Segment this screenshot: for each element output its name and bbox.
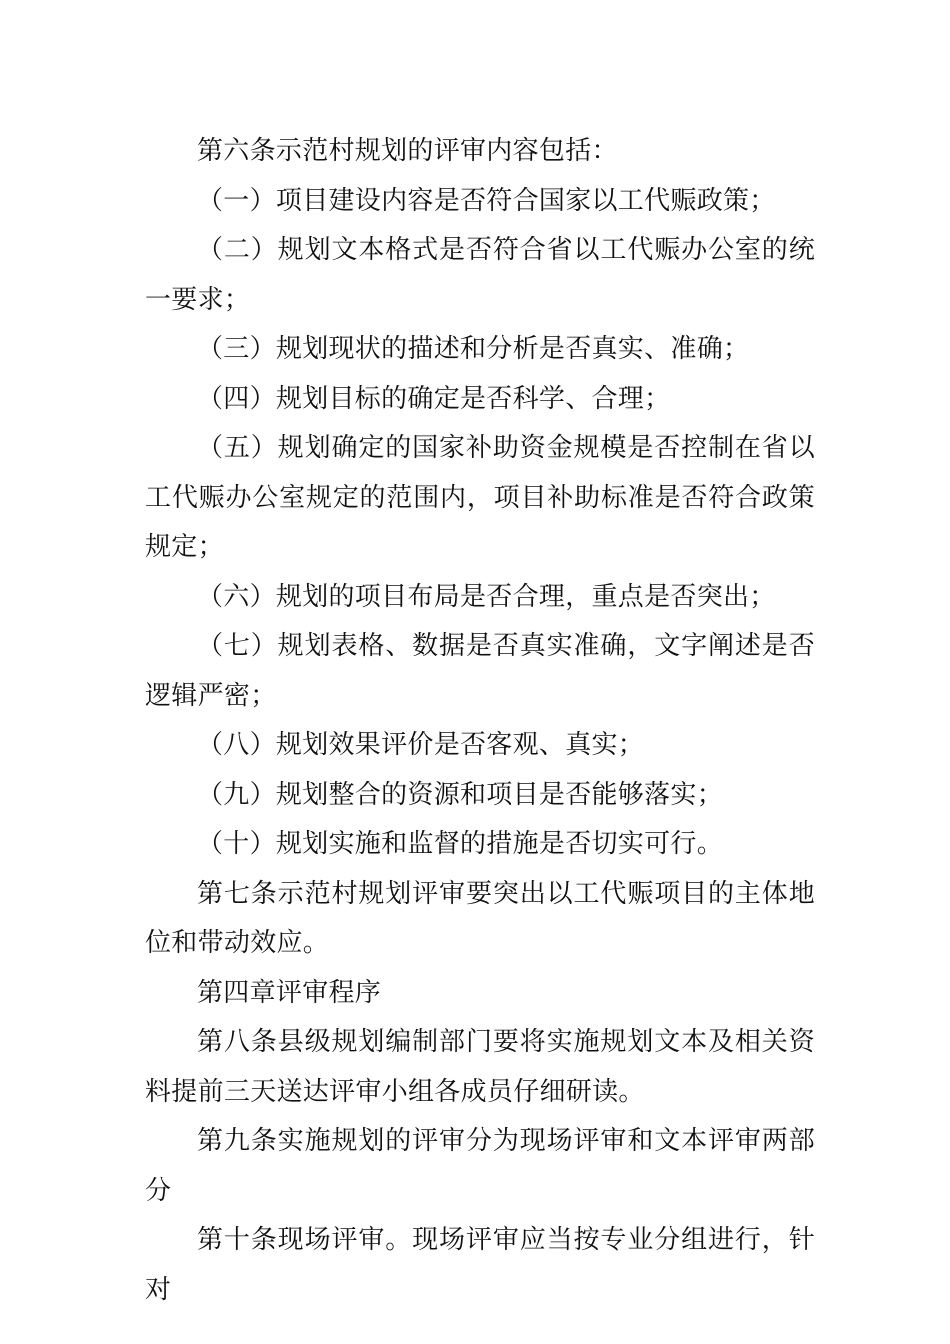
article-7: 第七条示范村规划评审要突出以工代赈项目的主体地位和带动效应。 — [145, 878, 815, 958]
article-8: 第八条县级规划编制部门要将实施规划文本及相关资料提前三天送达评审小组各成员仔细研读。 — [145, 1027, 815, 1107]
article-6-heading: 第六条示范村规划的评审内容包括： — [197, 136, 618, 166]
chapter-4-title: 第四章评审程序 — [197, 977, 382, 1008]
review-item-8: （八）规划效果评价是否客观、真实； — [197, 730, 645, 760]
review-item-1: （一）项目建设内容是否符合国家以工代赈政策； — [197, 185, 776, 216]
review-item-6: （六）规划的项目布局是否合理，重点是否突出； — [197, 581, 776, 612]
review-item-9: （九）规划整合的资源和项目是否能够落实； — [197, 779, 724, 810]
article-10: 第十条现场评审。现场评审应当按专业分组进行，针对 — [145, 1225, 815, 1305]
review-item-10: （十）规划实施和监督的措施是否切实可行。 — [197, 829, 724, 859]
review-item-3: （三）规划现状的描述和分析是否真实、准确； — [197, 334, 750, 364]
review-item-5: （五）规划确定的国家补助资金规模是否控制在省以工代赈办公室规定的范围内，项目补助标准是否符合政策规定； — [145, 433, 815, 562]
review-item-4: （四）规划目标的确定是否科学、合理； — [197, 383, 671, 414]
review-item-7: （七）规划表格、数据是否真实准确，文字阐述是否逻辑严密； — [145, 631, 815, 711]
article-9: 第九条实施规划的评审分为现场评审和文本评审两部分 — [145, 1126, 815, 1206]
document-body — [145, 127, 815, 1315]
review-item-2: （二）规划文本格式是否符合省以工代赈办公室的统一要求； — [145, 235, 815, 315]
